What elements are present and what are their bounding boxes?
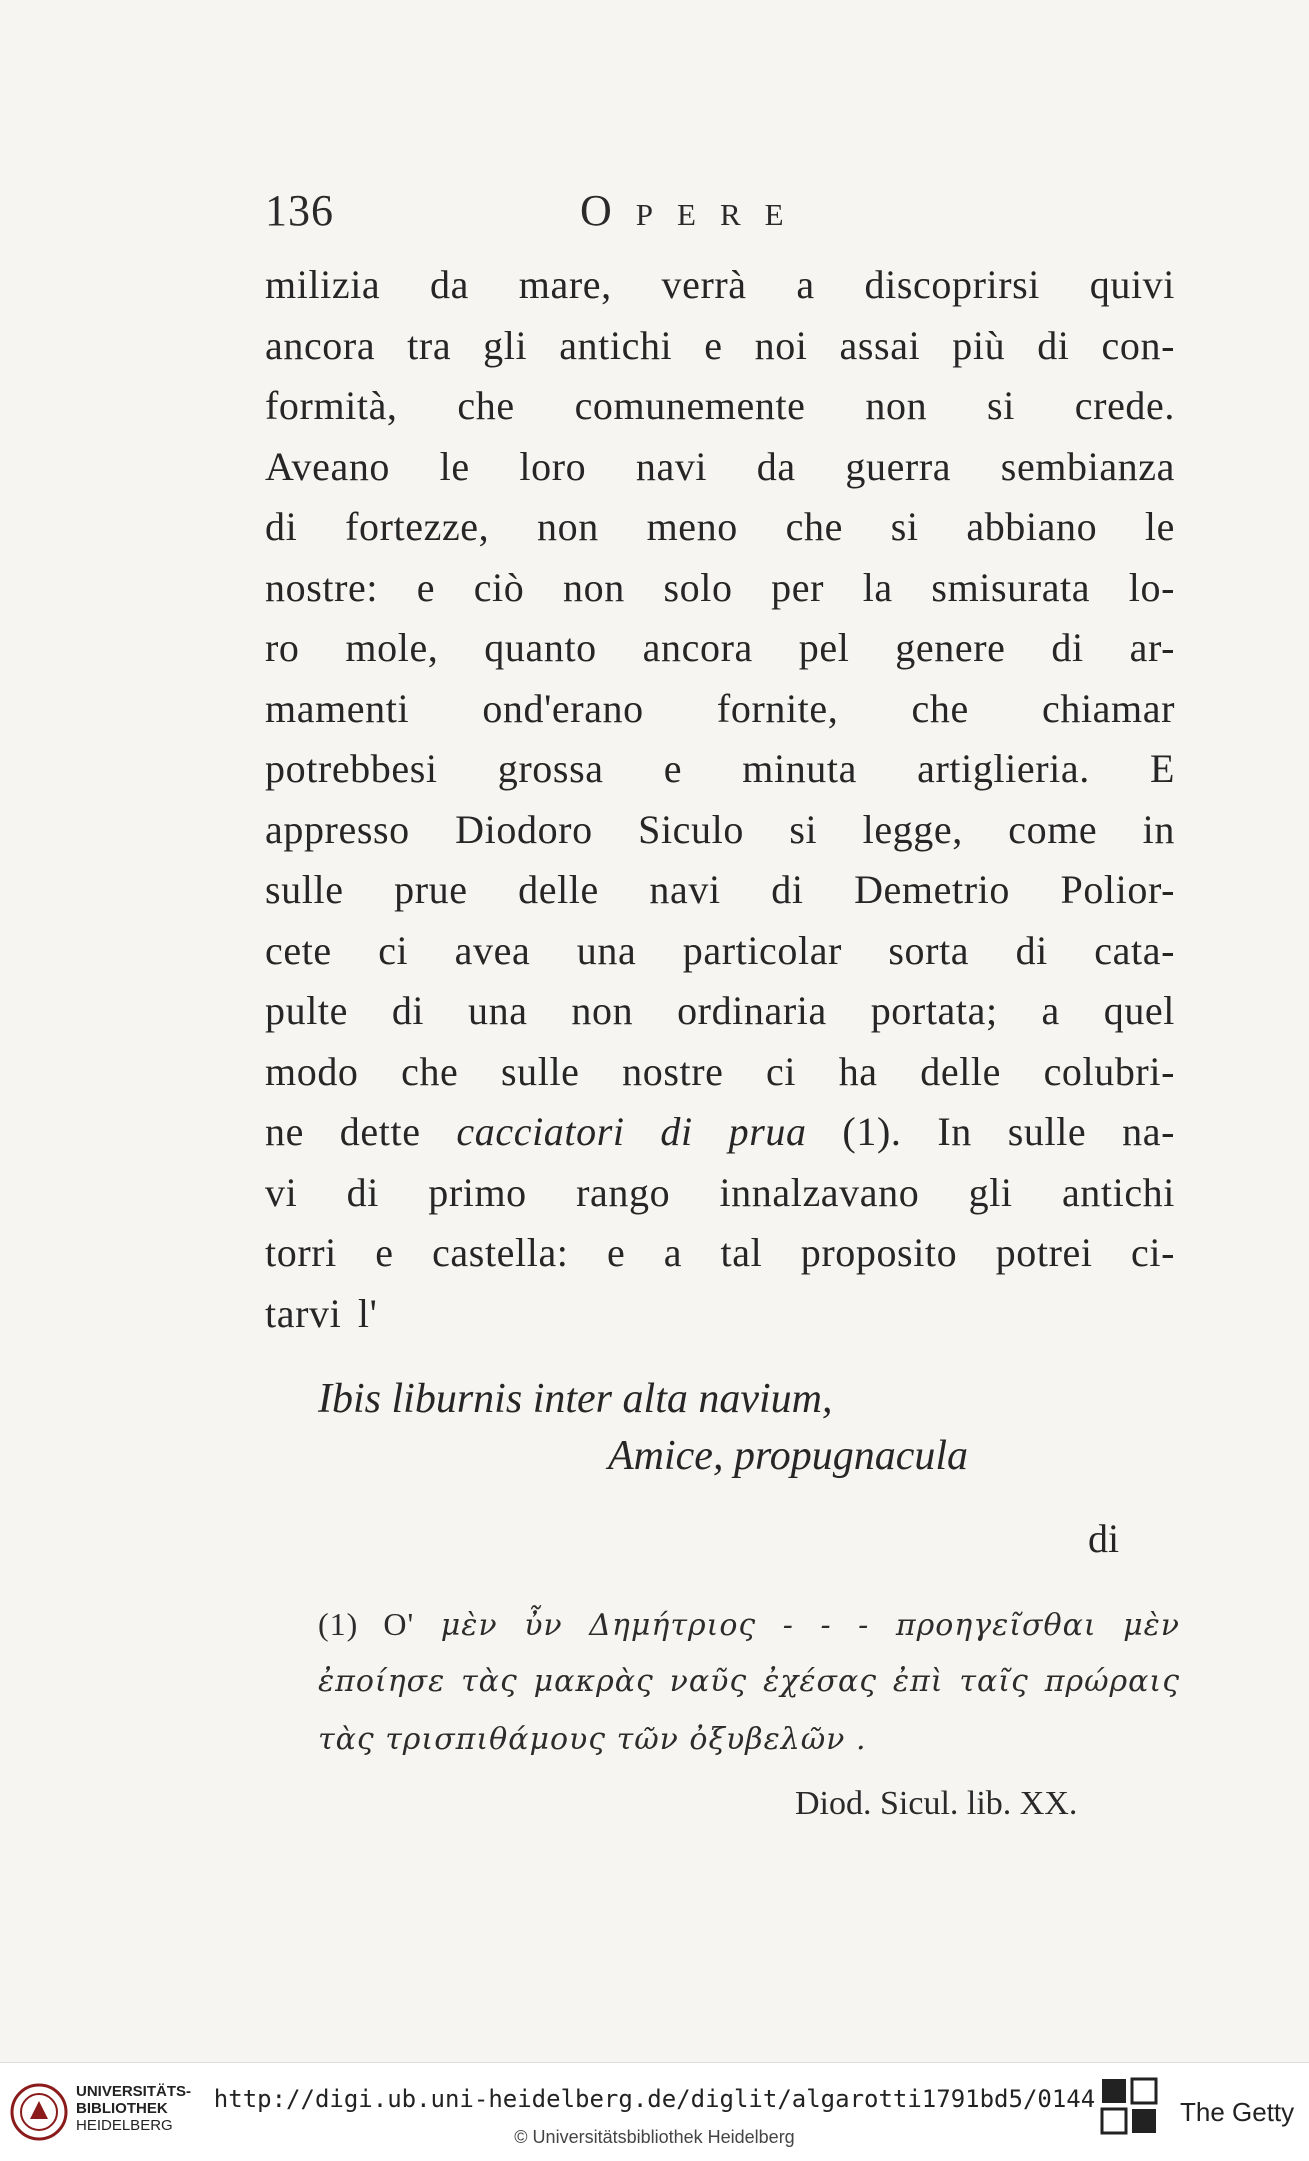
text-line: cete ci avea una particolar sorta di cata- <box>265 927 1175 973</box>
text-line: tarvi l' <box>265 1290 378 1336</box>
page-number: 136 <box>265 186 334 235</box>
catchword: di <box>1088 1516 1120 1561</box>
library-name: UNIVERSITÄTS- BIBLIOTHEK HEIDELBERG <box>76 2083 192 2134</box>
text-line: pulte di una non ordinaria portata; a quel <box>265 988 1175 1033</box>
text-line-with-italic <box>265 1102 1175 1163</box>
footnote-line: τὰς τρισπιθάμους τῶν ὀξυβελῶν . <box>318 1722 867 1757</box>
partner-name: The Getty <box>1180 2097 1295 2127</box>
text-line: di fortezze, non meno che si abbiano le <box>265 504 1175 549</box>
text-line: Aveano le loro navi da guerra sembianza <box>265 443 1175 489</box>
text-line: potrebbesi grossa e minuta artiglieria. E <box>265 746 1175 791</box>
text-line: torri e castella: e a tal proposito potrei ci- <box>265 1230 1175 1275</box>
footnote-line <box>318 1595 1180 1653</box>
italic-term: cacciatori di prua <box>456 1109 807 1154</box>
footnote-marker: (1) O' <box>318 1606 415 1642</box>
copyright-notice: © Universitätsbibliothek Heidelberg <box>514 2127 795 2147</box>
text-line: nostre: e ciò non solo per la smisurata lo- <box>265 564 1175 610</box>
text-line: milizia da mare, verrà a discoprirsi quivi <box>265 262 1175 307</box>
text-line: ancora tra gli antichi e noi assai più di con- <box>265 322 1175 368</box>
text-line: formità, che comunemente non si crede. <box>265 383 1175 428</box>
text-line: ro mole, quanto ancora pel genere di ar- <box>265 625 1175 670</box>
permalink[interactable]: http://digi.ub.uni-heidelberg.de/diglit/algarotti1791bd5/0144 <box>213 2085 1096 2113</box>
body-text <box>265 255 1175 1344</box>
verse-line-1: Ibis liburnis inter alta navium, <box>318 1376 833 1422</box>
page-header <box>265 185 1065 245</box>
text-line: sulle prue delle navi di Demetrio Polior- <box>265 867 1175 912</box>
footer-bar <box>0 2062 1309 2161</box>
greek-text: μὲν ὖν Δημήτριος - - - προηγεῖσθαι μὲν <box>440 1608 1181 1643</box>
text-line: vi di primo rango innalzavano gli antichi <box>265 1169 1175 1215</box>
text-line: mamenti ond'erano fornite, che chiamar <box>265 685 1175 731</box>
text-line: appresso Diodoro Siculo si legge, come in <box>265 806 1175 852</box>
text-line: modo che sulle nostre ci ha delle colubri- <box>265 1048 1175 1094</box>
running-head: Opere <box>580 186 808 235</box>
footnote-source: Diod. Sicul. lib. XX. <box>795 1785 1078 1822</box>
footnote <box>318 1595 1180 1769</box>
text-segment-footnote-ref: (1). In sulle na- <box>806 1109 1175 1154</box>
getty-logo-icon <box>1100 2077 1158 2145</box>
text-segment: ne dette <box>265 1109 457 1154</box>
verse-line-2: Amice, propugnacula <box>608 1433 969 1479</box>
footnote-line: ἐποίησε τὰς μακρὰς ναῦς ἐχέσας ἐπὶ ταῖς πρώραις <box>318 1664 1180 1699</box>
